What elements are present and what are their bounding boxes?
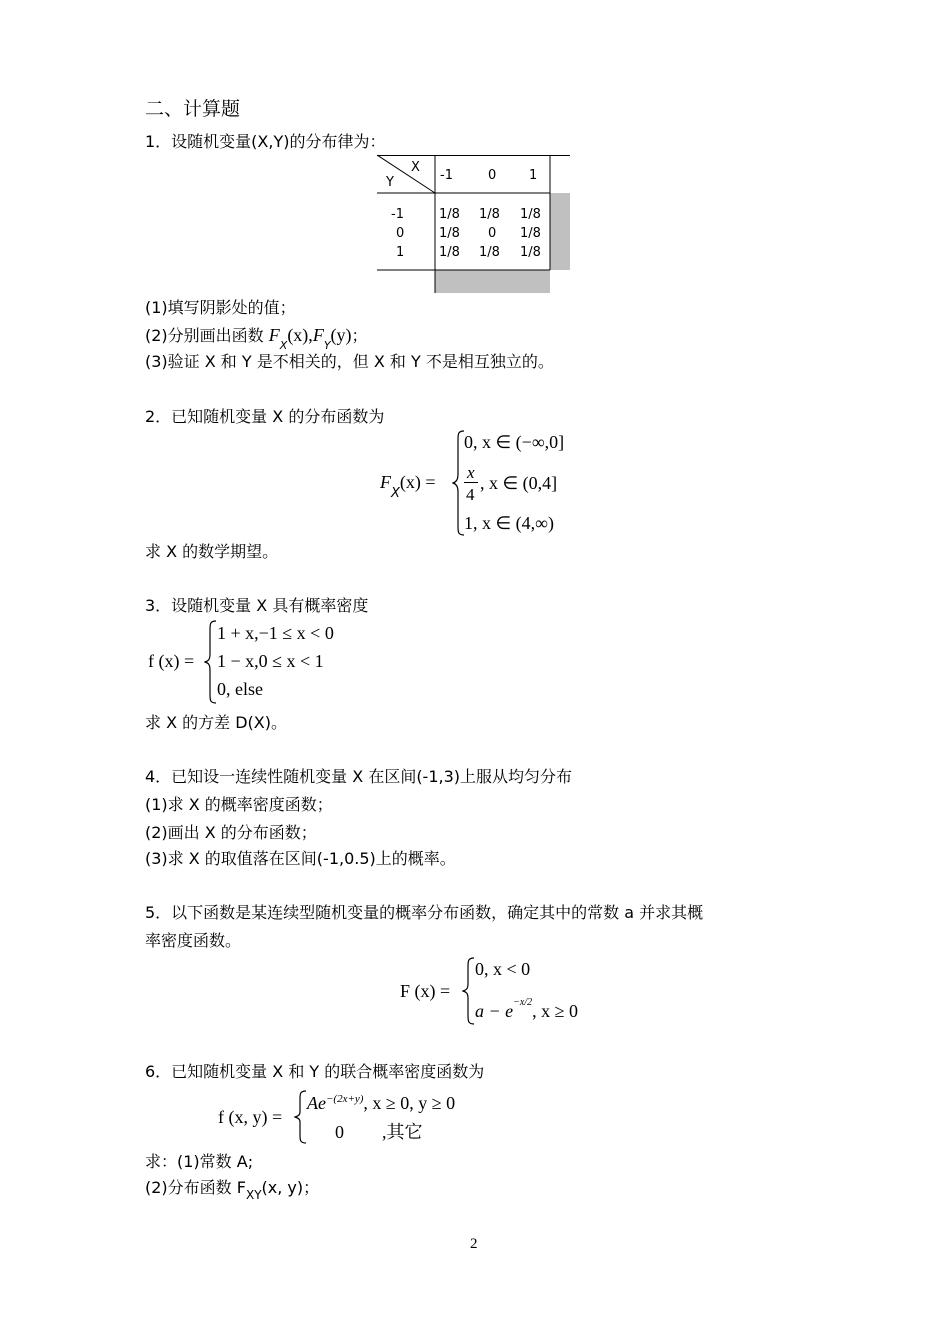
q2-F-x: F	[268, 325, 280, 345]
p6-case-1-A: Ae	[307, 1093, 326, 1113]
p2-case-2-num: x	[467, 463, 475, 482]
p5-brace	[462, 957, 476, 1025]
problem-6-ask-1: 求：(1)常数 A;	[145, 1152, 254, 1171]
table-cell: 1/8	[439, 226, 460, 241]
x-value-1: 0	[488, 168, 497, 183]
y-value-0: -1	[391, 207, 404, 222]
p2-lhs-arg: (x) =	[399, 472, 436, 492]
q2-text: (2)分别画出函数	[145, 326, 264, 345]
table-cell: 1/8	[520, 226, 541, 241]
problem-4-q3: (3)求 X 的取值落在区间(-1,0.5)上的概率。	[145, 849, 456, 868]
p2-lhs-F: F	[380, 472, 391, 492]
q2-F-y: F	[312, 325, 324, 345]
problem-4-q1: (1)求 X 的概率密度函数；	[145, 795, 333, 814]
p5-case-2	[475, 997, 578, 1021]
problem-5-prompt-line-1: 5．以下函数是某连续型随机变量的概率分布函数，确定其中的常数 a 并求其概	[145, 903, 704, 922]
distribution-table	[377, 155, 570, 293]
problem-4-prompt: 4．已知设一连续性随机变量 X 在区间(-1,3)上服从均匀分布	[145, 767, 573, 786]
problem-2-prompt: 2．已知随机变量 X 的分布函数为	[145, 407, 385, 426]
p6-brace	[294, 1090, 308, 1144]
problem-4-q2: (2)画出 X 的分布函数；	[145, 823, 317, 842]
corner-x-label: X	[411, 160, 420, 175]
problem-1-q3: (3)验证 X 和 Y 是不相关的，但 X 和 Y 不是相互独立的。	[145, 352, 554, 371]
problem-1-prompt: 1．设随机变量(X,Y)的分布律为：	[145, 132, 386, 151]
p5-case-2-exp: −x/2	[513, 997, 533, 1008]
p6-case-1	[307, 1094, 455, 1112]
ask2-sub: XY	[245, 1188, 262, 1202]
p5-case-1: 0, x < 0	[475, 959, 531, 979]
p2-lhs-sub: X	[391, 486, 400, 501]
table-cell: 1/8	[479, 207, 500, 222]
problem-6-prompt: 6．已知随机变量 X 和 Y 的联合概率密度函数为	[145, 1062, 485, 1081]
p3-brace	[204, 620, 218, 704]
ask2-post: (x, y)；	[261, 1178, 320, 1197]
p2-lhs	[380, 472, 436, 501]
problem-3-prompt: 3．设随机变量 X 具有概率密度	[145, 596, 369, 615]
problem-1-q1: (1)填写阴影处的值；	[145, 298, 296, 317]
page-number: 2	[470, 1236, 478, 1252]
p3-lhs: f (x) =	[148, 651, 195, 671]
table-cell: 1/8	[520, 207, 541, 222]
p2-case-1: 0, x ∈ (−∞,0]	[464, 432, 565, 452]
section-title: 二、计算题	[145, 98, 241, 120]
ask2-pre: (2)分布函数 F	[145, 1178, 246, 1197]
shaded-row-cell	[435, 270, 550, 293]
problem-3-ask: 求 X 的方差 D(X)。	[145, 713, 287, 732]
p6-case-2-rest: ,其它	[382, 1122, 423, 1142]
p3-case-1: 1 + x,−1 ≤ x < 0	[217, 623, 334, 643]
p5-lhs: F (x) =	[400, 981, 451, 1001]
problem-5-prompt-line-2: 率密度函数。	[145, 931, 242, 950]
table-cell: 1/8	[439, 207, 460, 222]
table-cell: 1/8	[479, 245, 500, 260]
y-value-2: 1	[396, 245, 405, 260]
p6-case-1-exp: −(2x+y)	[325, 1093, 364, 1105]
problem-1-q2	[145, 325, 368, 352]
problem-2-ask: 求 X 的数学期望。	[145, 542, 279, 561]
q2-sub-y: Y	[323, 339, 331, 352]
y-value-1: 0	[396, 226, 405, 241]
table-cell: 1/8	[439, 245, 460, 260]
p2-case-2-rest: , x ∈ (0,4]	[480, 473, 558, 493]
p2-fraction-bar	[464, 482, 478, 483]
p6-case-2-val: 0	[335, 1122, 344, 1142]
q2-sub-x: X	[279, 339, 288, 352]
table-cell: 0	[488, 226, 497, 241]
p3-case-3: 0, else	[217, 679, 263, 699]
shaded-column-cell	[550, 193, 570, 270]
p6-case-1-rest: , x ≥ 0, y ≥ 0	[363, 1093, 456, 1113]
x-value-0: -1	[440, 168, 453, 183]
p3-case-2: 1 − x,0 ≤ x < 1	[217, 651, 324, 671]
q2-arg-y: (y)	[330, 325, 352, 345]
problem-6-ask-2	[145, 1178, 320, 1202]
corner-y-label: Y	[386, 175, 394, 190]
x-value-2: 1	[529, 168, 538, 183]
p5-case-2-rest: , x ≥ 0	[532, 1001, 578, 1021]
p2-case-3: 1, x ∈ (4,∞)	[464, 513, 554, 533]
p2-case-2-den: 4	[466, 485, 475, 504]
q2-arg-x: (x),	[287, 325, 313, 345]
table-lines	[377, 155, 570, 293]
table-cell: 1/8	[520, 245, 541, 260]
p5-case-2-a: a − e	[475, 1001, 514, 1021]
q2-end: ；	[351, 326, 368, 345]
p6-lhs: f (x, y) =	[218, 1107, 283, 1127]
